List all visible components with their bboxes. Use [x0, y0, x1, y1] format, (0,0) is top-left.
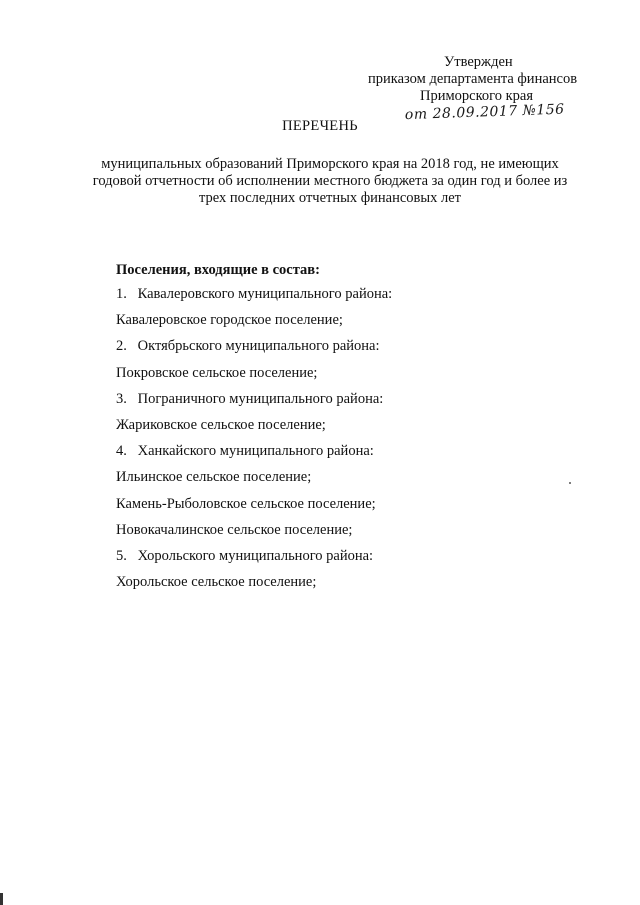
- approval-line-2: приказом департамента финансов: [368, 71, 578, 87]
- document-title: ПЕРЕЧЕНЬ: [282, 118, 358, 134]
- district-number: 3.: [116, 390, 127, 407]
- approval-line-1: Утвержден: [444, 54, 513, 70]
- district-heading: [116, 443, 556, 469]
- district-heading: [116, 391, 556, 417]
- settlement-item: Новокачалинское сельское поселение;: [116, 521, 353, 538]
- district-name: Ханкайского муниципального района:: [137, 443, 374, 460]
- settlement-item: Камень-Рыболовское сельское поселение;: [116, 495, 376, 512]
- district-heading: [116, 338, 556, 364]
- district-name: Пограничного муниципального района:: [137, 390, 384, 407]
- subtitle-line: годовой отчетности об исполнении местного бюджета за один год и более из: [92, 173, 568, 189]
- settlement-item: Покровское сельское поселение;: [116, 364, 318, 381]
- district-number: 5.: [116, 547, 127, 564]
- approval-block: [350, 54, 630, 105]
- settlement-item: Кавалеровское городское поселение;: [116, 312, 343, 329]
- settlement-item: Ильинское сельское поселение;: [116, 469, 312, 486]
- handwritten-date-number: от 28.09.2017 №156: [404, 101, 565, 124]
- subtitle-line: трех последних отчетных финансовых лет: [198, 190, 462, 206]
- list-heading: Поселения, входящие в состав:: [116, 262, 320, 278]
- district-name: Хорольского муниципального района:: [137, 547, 374, 564]
- approval-line-3: Приморского края: [420, 88, 534, 104]
- scan-edge-mark: [0, 893, 3, 905]
- scan-speck: [569, 482, 571, 484]
- district-heading: [116, 548, 556, 574]
- district-number: 4.: [116, 443, 127, 460]
- district-name: Кавалеровского муниципального района:: [137, 286, 393, 302]
- settlement-list: [116, 286, 556, 600]
- district-number: 1.: [116, 286, 127, 302]
- district-number: 2.: [116, 338, 127, 355]
- district-name: Октябрьского муниципального района:: [137, 338, 380, 355]
- district-heading: [116, 286, 556, 312]
- document-subtitle: [70, 156, 590, 207]
- subtitle-line: муниципальных образований Приморского края на 2018 год, не имеющих: [101, 156, 559, 172]
- settlement-item: Хорольское сельское поселение;: [116, 574, 317, 591]
- settlement-item: Жариковское сельское поселение;: [116, 416, 326, 433]
